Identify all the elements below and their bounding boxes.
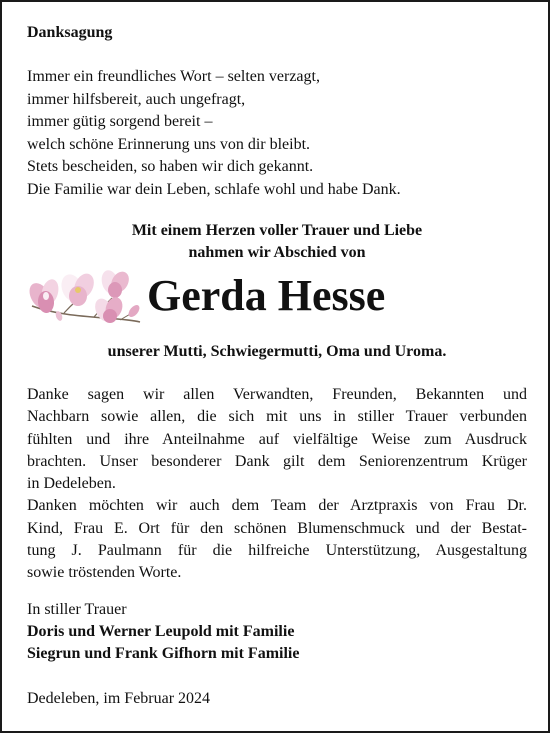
poem-line: immer gütig sorgend bereit – — [27, 113, 213, 130]
heading: Danksagung — [27, 24, 113, 41]
magnolia-blossom-branch-icon — [24, 266, 144, 334]
poem — [27, 66, 401, 201]
poem-line: immer hilfsbereit, auch ungefragt, — [27, 90, 246, 108]
text-line: sowie tröstenden Worte. — [27, 564, 182, 582]
text-line: fühlten und ihre Anteilnahme auf vielfältige Weise zum Ausdruck — [27, 430, 527, 448]
intro-text — [2, 220, 550, 264]
place-date: Dedeleben, im Februar 2024 — [27, 690, 211, 707]
thanks-paragraph-2 — [27, 495, 527, 584]
signature-family: Siegrun und Frank Gifhorn mit Familie — [27, 645, 300, 662]
poem-line: welch schöne Erinnerung uns von dir bleibt. — [27, 135, 311, 153]
text-line: brachten. Unser besonderer Dank gilt dem Seniorenzentrum Krüger — [27, 452, 527, 470]
text-line: in Dedeleben. — [27, 475, 116, 493]
thanks-paragraph-1 — [27, 384, 527, 495]
poem-line: Stets bescheiden, so haben wir dich gekannt. — [27, 158, 314, 175]
signature-opening: In stiller Trauer — [27, 601, 127, 618]
poem-line: Die Familie war dein Leben, schlafe wohl und habe Dank. — [27, 180, 401, 198]
signature-family: Doris und Werner Leupold mit Familie — [27, 623, 295, 640]
text-line: Danke sagen wir allen Verwandten, Freunden, Bekannten und — [27, 386, 527, 403]
text-line: Nachbarn sowie allen, die sich mit uns in stiller Trauer verbunden — [27, 408, 527, 426]
signature-block — [27, 599, 299, 665]
intro-line: nahmen wir Abschied von — [188, 244, 366, 261]
text-line: Danken möchten wir auch dem Team der Arztpraxis von Frau Dr. — [27, 497, 527, 515]
thanks-text — [27, 384, 527, 585]
intro-line: Mit einem Herzen voller Trauer und Liebe — [131, 222, 423, 239]
poem-line: Immer ein freundliches Wort – selten verzagt, — [27, 68, 320, 85]
text-line: tung J. Paulmann für die hilfreiche Unterstützung, Ausgestaltung — [27, 542, 527, 560]
text-line: Kind, Frau E. Ort für den schönen Blumenschmuck und der Bestat- — [27, 519, 527, 537]
deceased-name: Gerda Hesse — [147, 271, 386, 320]
relation-line: unserer Mutti, Schwiegermutti, Oma und Uroma. — [107, 343, 447, 360]
